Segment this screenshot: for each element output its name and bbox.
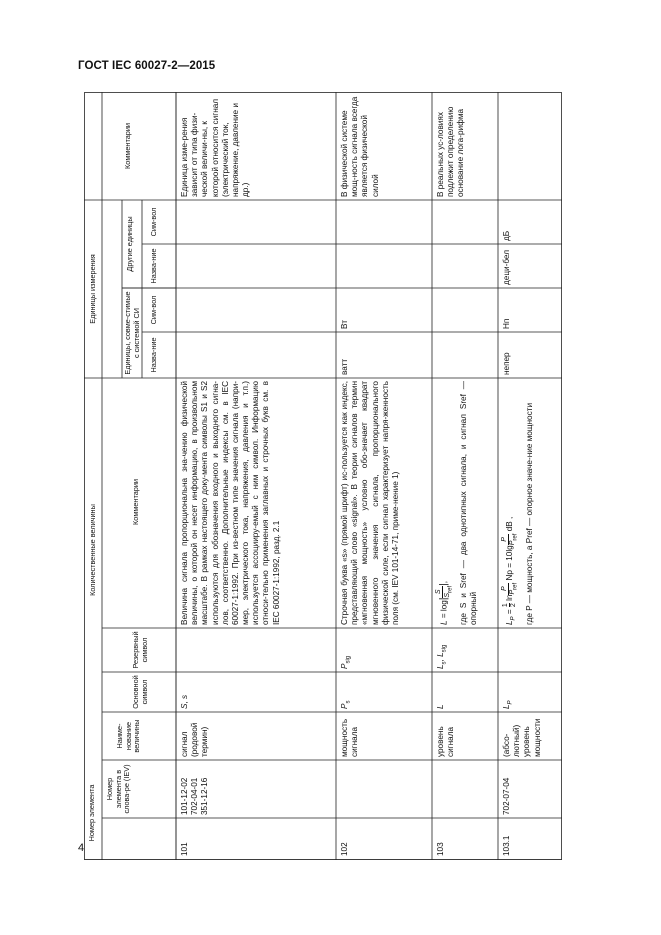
row-102-main-symbol: $P_s$ bbox=[340, 700, 352, 709]
col-header-si-name: Назва-ние bbox=[149, 337, 158, 373]
col-header-quantities: Количественные величины bbox=[88, 504, 97, 596]
row-103-1-iev: 702-07-04 bbox=[502, 777, 511, 815]
col-header-name: Наиме-нование величины bbox=[115, 719, 142, 753]
col-header-other-units: Другие единицы bbox=[125, 216, 134, 272]
row-101-name: сигнал (родовой термин) bbox=[180, 722, 210, 757]
col-header-iev: Номер элемента в слова-ре (IEV) bbox=[105, 764, 132, 814]
document-header: ГОСТ IEC 60027-2—2015 bbox=[78, 60, 216, 72]
row-103-1-other-symbol: дБ bbox=[502, 230, 511, 241]
row-103-num: 103 bbox=[436, 842, 445, 856]
row-103-formula: L = log|S $S_{ref}|$, bbox=[435, 580, 454, 625]
row-102-unit-comment: В физической системе мощ-ность сигнала всегда является физической силой bbox=[340, 96, 380, 197]
rotated-table bbox=[84, 92, 562, 860]
col-header-other-symbol: Сим-вол bbox=[149, 207, 158, 237]
row-101-comment: Величина сигнала пропорциональна зна-чению физической величины, о которой он несет информацию, в произвольном масштабе. В рамках настоящего доку-мента символы S1 и S2 используются для обозначения входного и выходного сигна-лов, соответственно. Дополнительные индексы см. в IEC 60027-1:1992. При из-вестном типе значения сигнала (напри-мер, электрического тока, напряжения, давления и т.п.) используется ассоцииру-емый с ним символ. Информацию относи-тельно применения заглавных и строчных букв см. в IEC 60027-1:1992, разд. 2.1 bbox=[180, 381, 281, 625]
row-103-unit-comment: В реальных ус-ловиях подлежит определению основание лога-рифма bbox=[436, 106, 466, 197]
row-103-1-num: 103.1 bbox=[502, 835, 511, 856]
row-102-si-name: ватт bbox=[340, 358, 349, 375]
row-103-reserve-symbol: $L_s$, $L_{sig}$ bbox=[436, 644, 448, 669]
col-header-si-symbol: Сим-вол bbox=[149, 295, 158, 325]
row-103-1-si-symbol: Нп bbox=[502, 318, 511, 329]
row-103-1-si-name: непер bbox=[502, 352, 511, 375]
row-102-si-symbol: Вт bbox=[340, 320, 349, 329]
row-103-1-main-symbol: $L_P$ bbox=[502, 700, 514, 709]
col-header-main-symbol: Основной символ bbox=[131, 675, 149, 709]
col-header-units: Единицы измерения bbox=[88, 254, 97, 324]
col-header-unit-comments: Комментарии bbox=[123, 123, 132, 169]
row-101-iev: 101-12-02 702-04-01 351-12-16 bbox=[180, 777, 210, 815]
row-103-1-other-name: деци-бел bbox=[502, 250, 511, 285]
row-103-main-symbol: L bbox=[436, 704, 445, 709]
row-101-main-symbol: S, s bbox=[180, 694, 189, 709]
row-102-reserve-symbol: $P_{sig}$ bbox=[340, 655, 352, 669]
col-header-other-name: Назва-ние bbox=[149, 248, 158, 284]
col-header-si-units: Единицы, совме-стимые с системой СИ bbox=[123, 291, 141, 375]
col-header-reserve-symbol: Резервный символ bbox=[131, 631, 149, 669]
row-101-num: 101 bbox=[180, 842, 189, 856]
row-101-unit-comment: Единица изме-рения зависит от типа физи-ческой величи-ны, к которой относится сигнал (электрический ток, напряжение, давление и др.) bbox=[180, 98, 251, 197]
row-103-comment: где S и Sref — два однотипных сигнала, и сигнал Sref — опорный bbox=[459, 381, 479, 625]
row-103-1-comment: где P — мощность, а Pref — опорное значе-ние мощности bbox=[525, 402, 534, 625]
row-103-1-name: (абсо-лютный) уровень мощности bbox=[502, 718, 542, 757]
page-number: 4 bbox=[78, 842, 85, 854]
row-102-name: мощность сигнала bbox=[340, 718, 360, 757]
row-103-1-formula: $L_P = 1$ 2 lnP $P_{ref}$ Np = 10lgP $P_{ref}$ dB , bbox=[501, 516, 519, 625]
row-102-comment: Строчная буква «s» (прямой шрифт) ис-пользуется как индекс, представляющий слово «signal». В теории сигналов термин «мгновенная мощность» условно обо-значает квадрат мгновенного значения сигнала, пропорционального физической силе, если сигнал характеризует напря-женность поля (см. IEV 101-14-71, приме-нение 1) bbox=[340, 381, 400, 625]
row-102-num: 102 bbox=[340, 842, 349, 856]
col-header-comments: Комментарии bbox=[131, 479, 140, 525]
col-header-entry-number: Номер элемента bbox=[87, 784, 96, 842]
row-103-name: уровень сигнала bbox=[436, 726, 456, 757]
